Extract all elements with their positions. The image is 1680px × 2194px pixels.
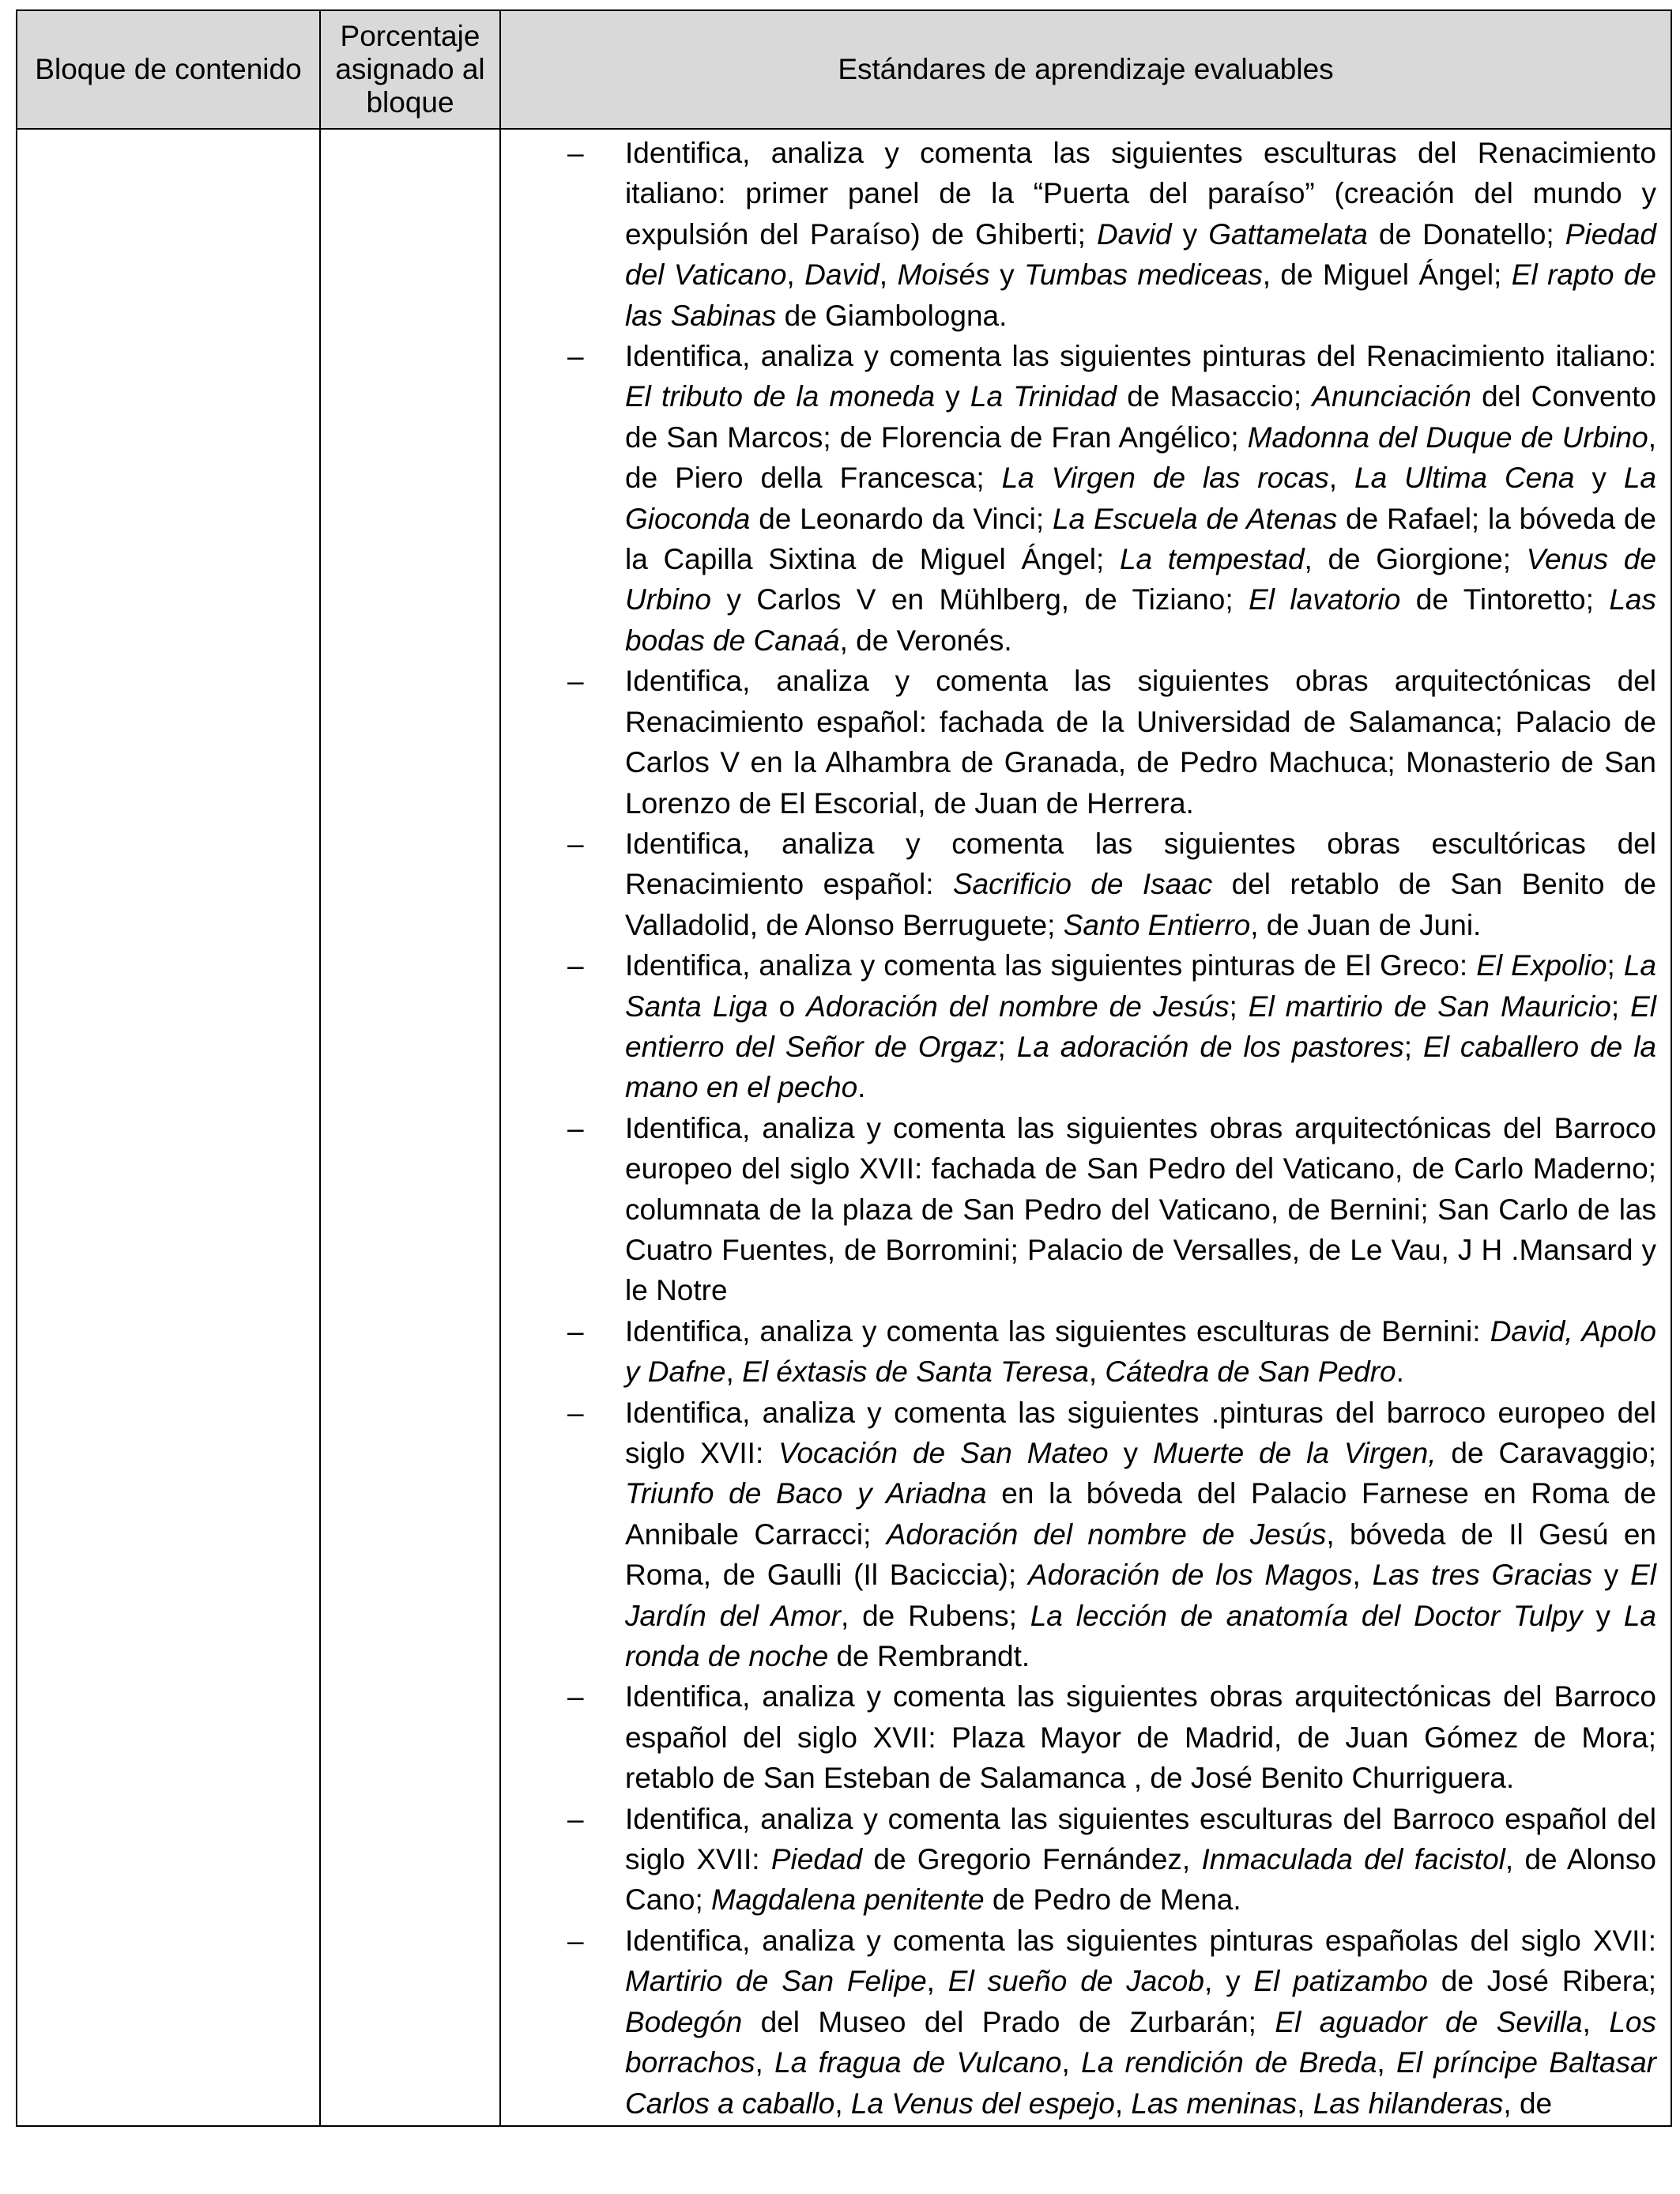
item-text: , de bbox=[1503, 2087, 1553, 2120]
work-title: La fragua de Vulcano bbox=[774, 2046, 1062, 2079]
work-title: El príncipe Baltasar Carlos a caballo bbox=[625, 2046, 1656, 2120]
item-text: y bbox=[989, 258, 1025, 292]
item-text: ; bbox=[1607, 949, 1624, 982]
work-title: La Ultima Cena bbox=[1354, 462, 1575, 495]
item-text: , de Veronés. bbox=[839, 624, 1012, 657]
standard-item bbox=[501, 824, 1656, 945]
header-standards: Estándares de aprendizaje evaluables bbox=[500, 10, 1671, 129]
work-title: Piedad del Vaticano bbox=[625, 217, 1657, 292]
item-text: Identifica, analiza y comenta las siguientes pinturas españolas del siglo XVII: bbox=[625, 1924, 1656, 1957]
work-title: El aguador de Sevilla bbox=[1275, 2005, 1583, 2038]
item-text: y bbox=[1582, 1599, 1624, 1632]
item-text: , de Miguel Ángel; bbox=[1262, 258, 1512, 292]
item-text: , bbox=[1061, 2046, 1082, 2079]
work-title: El Jardín del Amor bbox=[625, 1559, 1656, 1632]
work-title: Los borrachos bbox=[625, 2005, 1656, 2079]
work-title: Martirio de San Felipe bbox=[625, 1965, 927, 1998]
item-text: , bbox=[834, 2087, 851, 2120]
work-title: La Escuela de Atenas bbox=[1052, 502, 1338, 535]
item-text: , bbox=[1328, 462, 1355, 495]
item-text: de Rafael; la bóveda de la Capilla Sixtina de Miguel Ángel; bbox=[625, 502, 1656, 576]
content-block-cell bbox=[17, 129, 320, 2126]
item-text: o bbox=[767, 990, 807, 1023]
work-title: La ronda de noche bbox=[625, 1599, 1657, 1673]
item-text: , bbox=[879, 258, 898, 292]
item-text: Identifica, analiza y comenta las siguientes esculturas del Barroco español del siglo XVII: bbox=[625, 1802, 1656, 1876]
work-title: El rapto de las Sabinas bbox=[625, 258, 1657, 332]
item-text: ; bbox=[1403, 1030, 1424, 1063]
work-title: Triunfo de Baco y Ariadna bbox=[625, 1477, 987, 1510]
item-text: , bbox=[755, 2046, 775, 2079]
standard-item bbox=[501, 1311, 1656, 1393]
item-text: Identifica, analiza y comenta las siguientes .pinturas del barroco europeo del siglo XVII: bbox=[625, 1396, 1656, 1469]
bullet-dash: – bbox=[567, 1924, 584, 1957]
item-text: , bbox=[1582, 2005, 1610, 2038]
item-text: Identifica, analiza y comenta las siguientes esculturas del Renacimiento italiano: primer panel de la “Puerta del paraíso” (creación del mundo y expulsión del Paraíso) de Ghiberti; bbox=[625, 137, 1656, 251]
item-text: ; bbox=[1229, 990, 1249, 1023]
item-text: , bbox=[1088, 1355, 1106, 1389]
item-text: y bbox=[1171, 217, 1209, 251]
table-row bbox=[17, 129, 1671, 2126]
bullet-dash: – bbox=[567, 1396, 584, 1429]
item-text: ; bbox=[997, 1030, 1017, 1063]
work-title: El entierro del Señor de Orgaz bbox=[625, 990, 1656, 1063]
item-text: de Donatello; bbox=[1367, 217, 1565, 251]
item-text: . bbox=[857, 1071, 866, 1104]
item-text: de Rembrandt. bbox=[828, 1640, 1030, 1673]
work-title: El éxtasis de Santa Teresa bbox=[742, 1355, 1089, 1389]
work-title: Las bodas de Canaá bbox=[625, 583, 1656, 657]
work-title: Adoración de los Magos bbox=[1027, 1559, 1353, 1592]
item-text: , de Rubens; bbox=[840, 1599, 1030, 1632]
item-text: , bbox=[725, 1355, 743, 1389]
work-title: Bodegón bbox=[625, 2005, 743, 2038]
item-text: en la bóveda del Palacio Farnese en Roma de Annibale Carracci; bbox=[625, 1477, 1657, 1551]
work-title: El Expolio bbox=[1476, 949, 1607, 982]
work-title: El sueño de Jacob bbox=[947, 1965, 1204, 1998]
work-title: David bbox=[804, 258, 880, 292]
item-text: , bbox=[1297, 2087, 1313, 2120]
standard-item bbox=[501, 1676, 1656, 1798]
work-title: El tributo de la moneda bbox=[625, 380, 936, 413]
standard-item bbox=[501, 945, 1656, 1108]
item-text: , de Piero della Francesca; bbox=[625, 420, 1656, 495]
standard-item bbox=[501, 661, 1656, 824]
work-title: El martirio de San Mauricio bbox=[1248, 990, 1611, 1023]
work-title: Cátedra de San Pedro bbox=[1105, 1355, 1396, 1389]
item-text: ; bbox=[1610, 990, 1631, 1023]
item-text: , bóveda de Il Gesú en Roma, de Gaulli (Il Baciccia); bbox=[625, 1517, 1656, 1592]
work-title: Magdalena penitente bbox=[711, 1883, 985, 1917]
item-text: Identifica, analiza y comenta las siguientes esculturas de Bernini: bbox=[625, 1314, 1490, 1348]
bullet-dash: – bbox=[567, 949, 584, 982]
item-text: de Tintoretto; bbox=[1400, 583, 1610, 616]
work-title: La rendición de Breda bbox=[1081, 2046, 1377, 2079]
work-title: La adoración de los pastores bbox=[1016, 1030, 1404, 1063]
item-text: de Caravaggio; bbox=[1436, 1437, 1657, 1469]
work-title: La Santa Liga bbox=[625, 949, 1657, 1023]
standard-item bbox=[501, 1799, 1656, 1921]
work-title: Tumbas mediceas bbox=[1024, 258, 1263, 292]
work-title: La tempestad bbox=[1119, 543, 1305, 576]
item-text: , de Giorgione; bbox=[1304, 543, 1527, 576]
bullet-dash: – bbox=[567, 1802, 584, 1835]
work-title: La lección de anatomía del Doctor Tulpy bbox=[1030, 1599, 1583, 1632]
item-text: de Gregorio Fernández, bbox=[862, 1843, 1202, 1876]
work-title: La Trinidad bbox=[970, 380, 1117, 413]
item-text: . bbox=[1396, 1355, 1404, 1389]
item-text: de Giambologna. bbox=[776, 299, 1008, 332]
item-text: del Museo del Prado de Zurbarán; bbox=[742, 2005, 1275, 2038]
work-title: La Virgen de las rocas bbox=[1001, 462, 1329, 495]
item-text: y Carlos V en Mühlberg, de Tiziano; bbox=[711, 583, 1249, 616]
item-text: , bbox=[926, 1965, 948, 1998]
item-text: y bbox=[935, 380, 970, 413]
bullet-dash: – bbox=[567, 1680, 584, 1713]
bullet-dash: – bbox=[567, 1111, 584, 1144]
standard-item bbox=[501, 1108, 1656, 1311]
work-title: La Venus del espejo bbox=[850, 2087, 1115, 2120]
standard-item bbox=[501, 1921, 1656, 2124]
item-text: y bbox=[1574, 462, 1624, 495]
bullet-dash: – bbox=[567, 340, 584, 373]
work-title: Las hilanderas bbox=[1313, 2087, 1504, 2120]
work-title: Las tres Gracias bbox=[1372, 1559, 1592, 1592]
percentage-cell bbox=[320, 129, 500, 2126]
work-title: Vocación de San Mateo bbox=[778, 1437, 1109, 1469]
item-text: , de Juan de Juni. bbox=[1250, 908, 1482, 941]
item-text: de Pedro de Mena. bbox=[984, 1883, 1241, 1917]
work-title: David bbox=[1096, 217, 1172, 251]
bullet-dash: – bbox=[567, 137, 584, 169]
work-title: Venus de Urbino bbox=[625, 543, 1656, 616]
bullet-dash: – bbox=[567, 665, 584, 698]
header-content-block: Bloque de contenido bbox=[17, 10, 320, 129]
item-text: Identifica, analiza y comenta las siguientes obras arquitectónicas del Barroco europeo del siglo XVII: fachada de San Pedro del Vaticano, de Carlo Maderno; columnata de la plaza de San Pedro del Vaticano, de Bernini; San Carlo de las Cuatro Fuentes, de Borromini; Palacio de Versalles, de Le Vau, J H .Mansard y le Notre bbox=[625, 1111, 1656, 1307]
item-text: , bbox=[1352, 1559, 1373, 1592]
header-row bbox=[17, 10, 1671, 129]
item-text: , bbox=[786, 258, 805, 292]
work-title: La Gioconda bbox=[625, 462, 1656, 535]
item-text: , bbox=[1114, 2087, 1132, 2120]
standards-cell bbox=[500, 129, 1671, 2126]
standards-list bbox=[501, 133, 1656, 2124]
work-title: Moisés bbox=[897, 258, 990, 292]
item-text: , y bbox=[1203, 1965, 1254, 1998]
item-text: , bbox=[1377, 2046, 1397, 2079]
bullet-dash: – bbox=[567, 827, 584, 860]
bullet-dash: – bbox=[567, 1314, 584, 1348]
item-text: Identifica, analiza y comenta las siguientes pinturas del Renacimiento italiano: bbox=[625, 340, 1656, 373]
item-text: Identifica, analiza y comenta las siguientes obras escultóricas del Renacimiento español: bbox=[625, 827, 1656, 901]
work-title: Las meninas bbox=[1131, 2087, 1298, 2120]
work-title: Adoración del nombre de Jesús bbox=[806, 990, 1230, 1023]
work-title: Santo Entierro bbox=[1063, 908, 1251, 941]
standard-item bbox=[501, 133, 1656, 336]
work-title: El lavatorio bbox=[1249, 583, 1401, 616]
header-percentage: Porcentaje asignado al bloque bbox=[320, 10, 500, 129]
item-text: del Convento de San Marcos; de Florencia de Fran Angélico; bbox=[625, 380, 1657, 454]
item-text: y bbox=[1591, 1559, 1631, 1592]
item-text: del retablo de San Benito de Valladolid, de Alonso Berruguete; bbox=[625, 868, 1656, 941]
work-title: Gattamelata bbox=[1208, 217, 1368, 251]
work-title: El caballero de la mano en el pecho bbox=[625, 1030, 1657, 1104]
work-title: Inmaculada del facistol bbox=[1201, 1843, 1505, 1876]
work-title: El patizambo bbox=[1253, 1965, 1428, 1998]
work-title: Muerte de la Virgen, bbox=[1153, 1437, 1437, 1469]
item-text: Identifica, analiza y comenta las siguientes obras arquitectónicas del Renacimiento español: fachada de la Universidad de Salamanca; Palacio de Carlos V en la Alhambra de Granada, de Pedro Machuca; Monasterio de San Lorenzo de El Escorial, de Juan de Herrera. bbox=[625, 665, 1656, 820]
standard-item bbox=[501, 1393, 1656, 1677]
work-title: Madonna del Duque de Urbino bbox=[1247, 420, 1648, 454]
work-title: Anunciación bbox=[1312, 380, 1471, 413]
item-text: , de Alonso Cano; bbox=[625, 1843, 1656, 1917]
item-text: Identifica, analiza y comenta las siguientes pinturas de El Greco: bbox=[625, 949, 1477, 982]
work-title: David, Apolo y Dafne bbox=[625, 1314, 1656, 1389]
item-text: Identifica, analiza y comenta las siguientes obras arquitectónicas del Barroco español del siglo XVII: Plaza Mayor de Madrid, de Juan Gómez de Mora; retablo de San Esteban de Salamanca , de José Benito Churriguera. bbox=[625, 1680, 1656, 1795]
item-text: de Leonardo da Vinci; bbox=[750, 502, 1053, 535]
item-text: y bbox=[1108, 1437, 1154, 1469]
standard-item bbox=[501, 336, 1656, 661]
item-text: de Masaccio; bbox=[1117, 380, 1313, 413]
work-title: Adoración del nombre de Jesús bbox=[886, 1517, 1327, 1551]
work-title: Sacrificio de Isaac bbox=[952, 868, 1213, 901]
standards-table bbox=[16, 9, 1672, 2127]
work-title: Piedad bbox=[770, 1843, 863, 1876]
item-text: de José Ribera; bbox=[1427, 1965, 1657, 1998]
